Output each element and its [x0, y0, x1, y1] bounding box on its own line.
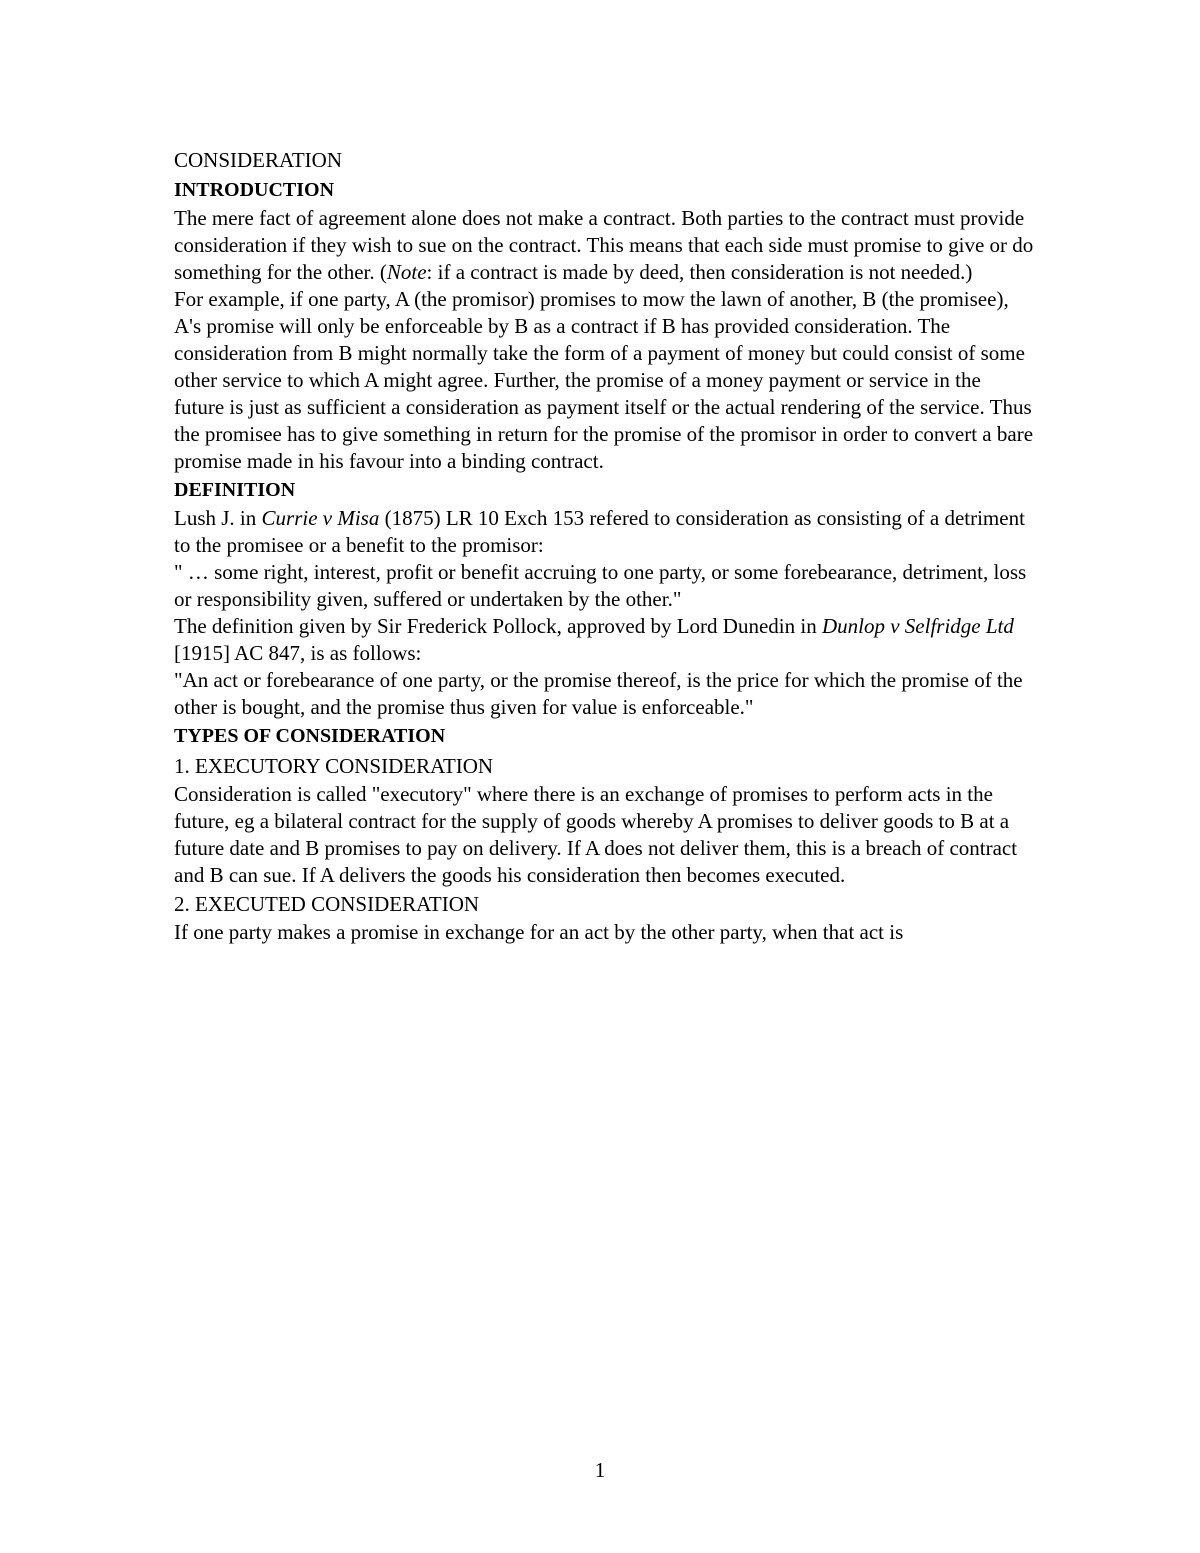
case-name-dunlop: Dunlop v Selfridge Ltd: [821, 614, 1014, 638]
paragraph-executory: Consideration is called "executory" where there is an exchange of promises to perform acts in the future, eg a bilateral contract for the supply of goods whereby A promises to deliver goods to B at a future date and B promises to pay on delivery. If A does not deliver them, this is a breach of contract and B can sue. If A delivers the goods his consideration then becomes executed.: [174, 782, 1018, 887]
definition-text: Lush J. in: [174, 506, 262, 530]
subheading-executory: 1. EXECUTORY CONSIDERATION: [174, 754, 494, 778]
document-body: [174, 145, 1034, 946]
section-heading-types: TYPES OF CONSIDERATION: [174, 725, 446, 747]
paragraph-definition-1: [174, 505, 1034, 559]
quote-lush: " … some right, interest, profit or benefit accruing to one party, or some forebearance, detriment, loss or responsibility given, suffered or undertaken by the other.": [174, 560, 1027, 611]
subheading-executed: 2. EXECUTED CONSIDERATION: [174, 892, 480, 916]
document-title: CONSIDERATION: [174, 148, 342, 172]
case-name-currie: Currie v Misa: [261, 506, 380, 530]
pollock-text-end: [1915] AC 847, is as follows:: [174, 641, 422, 665]
intro-text: The mere fact of agreement alone does not make a contract. Both parties to the contract must provide consideration if they wish to sue on the contract. This means that each side must promise to give or do something for the other. (: [174, 206, 1034, 284]
definition-text-end: (1875) LR 10 Exch 153 refered to consideration as consisting of a detriment to the promisee or a benefit to the promisor:: [174, 506, 1025, 557]
page-number: 1: [594, 1458, 606, 1482]
pollock-text: The definition given by Sir Frederick Pollock, approved by Lord Dunedin in: [174, 614, 822, 638]
section-heading-introduction: INTRODUCTION: [174, 179, 335, 201]
paragraph-intro-2: For example, if one party, A (the promisor) promises to mow the lawn of another, B (the promisee), A's promise will only be enforceable by B as a contract if B has provided consideration. The consideration from B might normally take the form of a payment of money but could consist of some other service to which A might agree. Further, the promise of a money payment or service in the future is just as sufficient a consideration as payment itself or the actual rendering of the service. Thus the promisee has to give something in return for the promise of the promisor in order to convert a bare promise made in his favour into a binding contract.: [174, 287, 1034, 473]
paragraph-definition-2: [174, 613, 1034, 667]
paragraph-executed: If one party makes a promise in exchange for an act by the other party, when that act is: [174, 920, 904, 944]
intro-text-end: : if a contract is made by deed, then consideration is not needed.): [426, 260, 973, 284]
paragraph-intro-1: [174, 205, 1034, 286]
quote-pollock: "An act or forebearance of one party, or the promise thereof, is the price for which the promise of the other is bought, and the promise thus given for value is enforceable.": [174, 668, 1023, 719]
section-heading-definition: DEFINITION: [174, 479, 296, 501]
note-label: Note: [386, 260, 427, 284]
